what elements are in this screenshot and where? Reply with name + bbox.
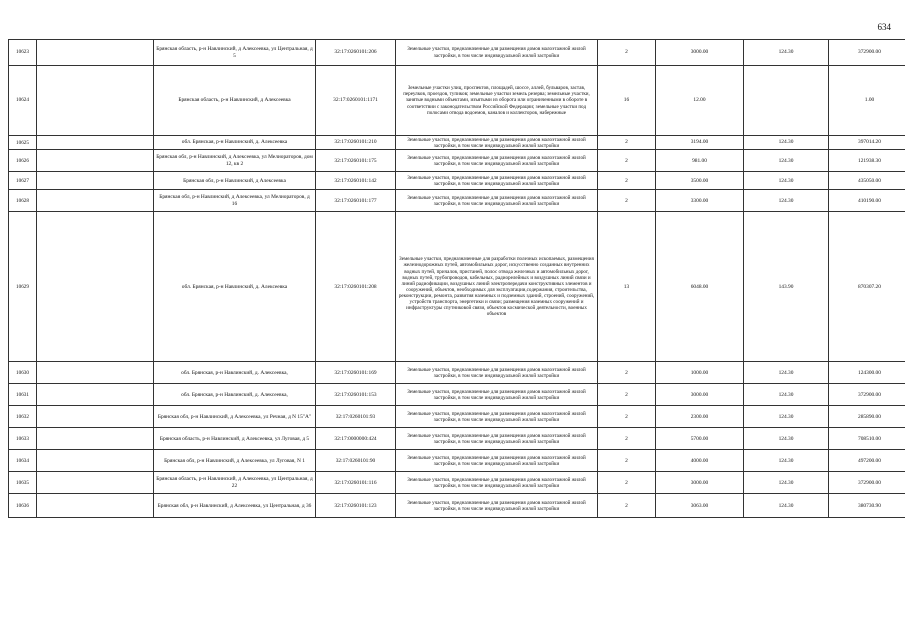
cadastral-number-cell: 32:17:0260101:93 (316, 406, 396, 428)
address-cell: Брянская область, р-н Навлинский, д Алексеевка (154, 66, 316, 136)
blank-cell (37, 384, 154, 406)
area-cell: 6048.00 (656, 212, 744, 362)
blank-cell (37, 406, 154, 428)
address-cell: Брянская обл, р-н Навлинский, д Алексеевка, ул Речная, д N 15"А" (154, 406, 316, 428)
cadastral-value-cell: 380730.90 (829, 494, 905, 518)
registry-body (9, 40, 905, 518)
area-cell: 981.00 (656, 150, 744, 172)
cadastral-number-cell: 32:17:0260101:175 (316, 150, 396, 172)
address-cell: Брянская обл, р-н Навлинский, д Алексеевка, ул Луговая, N 1 (154, 450, 316, 472)
address-cell: Брянская область, р-н Навлинский, д Алексеевка, ул Центральная, д 5 (154, 40, 316, 66)
rate-cell: 124.30 (744, 172, 829, 190)
table-row (9, 362, 905, 384)
address-cell: обл. Брянская, р-н Навлинский, д. Алексеевка (154, 212, 316, 362)
cadastral-value-cell: 1.00 (829, 66, 905, 136)
row-number-cell: 10629 (9, 212, 37, 362)
rate-cell: 124.30 (744, 362, 829, 384)
land-purpose-cell: Земельные участки, предназначенные для разработки полезных ископаемых, размещения железнодорожных путей, автомобильных дорог, искусственно созданных внутренних водных путей, причалов, пристаней, полос отвода железных и автомобильных дорог, водных путей, трубопроводов, кабельных, радиорелейных и воздушных линий связи и линий радиофикации, воздушных линий электропередачи конструктивных элементов и сооружений, объектов, необходимых для эксплуатации,содержания, строительства, реконструкции, ремонта, развития наземных и подземных зданий, строений, сооружений, устройств транспорта, энергетики и связи; размещения наземных сооружений и инфраструктуры спутниковой связи, объектов космической деятельности, военных объектов (396, 212, 598, 362)
group-cell: 13 (598, 212, 656, 362)
table-row (9, 190, 905, 212)
rate-cell: 124.30 (744, 40, 829, 66)
land-purpose-cell: Земельные участки, предназначенные для размещения домов малоэтажной жилой застройки, в том числе индивидуальной жилой застройки (396, 190, 598, 212)
table-row (9, 450, 905, 472)
rate-cell: 124.30 (744, 406, 829, 428)
table-row (9, 384, 905, 406)
row-number-cell: 10627 (9, 172, 37, 190)
cadastral-registry-table (8, 39, 905, 518)
cadastral-value-cell: 397014.20 (829, 136, 905, 150)
table-row (9, 150, 905, 172)
area-cell: 3194.00 (656, 136, 744, 150)
row-number-cell: 10633 (9, 428, 37, 450)
address-cell: обл. Брянская, р-н Навлинский, д. Алексеевка, (154, 384, 316, 406)
blank-cell (37, 172, 154, 190)
area-cell: 3300.00 (656, 190, 744, 212)
row-number-cell: 10628 (9, 190, 37, 212)
area-cell: 1000.00 (656, 362, 744, 384)
area-cell: 3000.00 (656, 40, 744, 66)
land-purpose-cell: Земельные участки, предназначенные для размещения домов малоэтажной жилой застройки, в том числе индивидуальной жилой застройки (396, 450, 598, 472)
group-cell: 2 (598, 150, 656, 172)
row-number-cell: 10636 (9, 494, 37, 518)
cadastral-number-cell: 32:17:0260101:210 (316, 136, 396, 150)
rate-cell: 143.90 (744, 212, 829, 362)
cadastral-number-cell: 32:17:0260101:208 (316, 212, 396, 362)
row-number-cell: 10626 (9, 150, 37, 172)
group-cell: 2 (598, 172, 656, 190)
land-purpose-cell: Земельные участки, предназначенные для размещения домов малоэтажной жилой застройки, в том числе индивидуальной жилой застройки (396, 428, 598, 450)
table-row (9, 66, 905, 136)
cadastral-value-cell: 870307.20 (829, 212, 905, 362)
area-cell: 2300.00 (656, 406, 744, 428)
table-row (9, 40, 905, 66)
area-cell: 12.00 (656, 66, 744, 136)
group-cell: 2 (598, 362, 656, 384)
table-row (9, 136, 905, 150)
cadastral-number-cell: 32:17:0260101:206 (316, 40, 396, 66)
cadastral-number-cell: 32:17:0260101:1171 (316, 66, 396, 136)
rate-cell (744, 66, 829, 136)
land-purpose-cell: Земельные участки, предназначенные для размещения домов малоэтажной жилой застройки, в том числе индивидуальной жилой застройки (396, 384, 598, 406)
land-purpose-cell: Земельные участки, предназначенные для размещения домов малоэтажной жилой застройки, в том числе индивидуальной жилой застройки (396, 406, 598, 428)
address-cell: Брянская обл, р-н Навлинский, д Алексеевка, ул Мелиораторов, дом 12, кв 2 (154, 150, 316, 172)
land-purpose-cell: Земельные участки, предназначенные для размещения домов малоэтажной жилой застройки, в том числе индивидуальной жилой застройки (396, 150, 598, 172)
rate-cell: 124.30 (744, 136, 829, 150)
blank-cell (37, 472, 154, 494)
area-cell: 4000.00 (656, 450, 744, 472)
blank-cell (37, 212, 154, 362)
group-cell: 2 (598, 428, 656, 450)
row-number-cell: 10623 (9, 40, 37, 66)
cadastral-value-cell: 285890.00 (829, 406, 905, 428)
row-number-cell: 10632 (9, 406, 37, 428)
blank-cell (37, 190, 154, 212)
land-purpose-cell: Земельные участки, предназначенные для размещения домов малоэтажной жилой застройки, в том числе индивидуальной жилой застройки (396, 172, 598, 190)
row-number-cell: 10624 (9, 66, 37, 136)
address-cell: обл. Брянская, р-н Навлинский, д. Алексеевка, (154, 362, 316, 384)
rate-cell: 124.30 (744, 190, 829, 212)
land-purpose-cell: Земельные участки, предназначенные для размещения домов малоэтажной жилой застройки, в том числе индивидуальной жилой застройки (396, 362, 598, 384)
group-cell: 2 (598, 136, 656, 150)
address-cell: Брянская область, р-н Навлинский, д Алексеевка, ул Луговая, д 5 (154, 428, 316, 450)
table-row (9, 172, 905, 190)
blank-cell (37, 150, 154, 172)
cadastral-value-cell: 372900.00 (829, 384, 905, 406)
group-cell: 2 (598, 494, 656, 518)
group-cell: 2 (598, 472, 656, 494)
cadastral-value-cell: 124300.00 (829, 362, 905, 384)
address-cell: Брянская обл, р-н Навлинский, д Алексеевка, ул Центральная, д 36 (154, 494, 316, 518)
area-cell: 3000.00 (656, 384, 744, 406)
cadastral-value-cell: 121938.30 (829, 150, 905, 172)
table-row (9, 406, 905, 428)
group-cell: 2 (598, 384, 656, 406)
rate-cell: 124.30 (744, 450, 829, 472)
group-cell: 2 (598, 406, 656, 428)
group-cell: 2 (598, 190, 656, 212)
rate-cell: 124.30 (744, 494, 829, 518)
row-number-cell: 10625 (9, 136, 37, 150)
cadastral-number-cell: 32:17:0260101:153 (316, 384, 396, 406)
row-number-cell: 10631 (9, 384, 37, 406)
blank-cell (37, 450, 154, 472)
cadastral-number-cell: 32:17:0260101:169 (316, 362, 396, 384)
area-cell: 3500.00 (656, 172, 744, 190)
cadastral-number-cell: 32:17:0260101:116 (316, 472, 396, 494)
group-cell: 16 (598, 66, 656, 136)
blank-cell (37, 362, 154, 384)
land-purpose-cell: Земельные участки, предназначенные для размещения домов малоэтажной жилой застройки, в том числе индивидуальной жилой застройки (396, 472, 598, 494)
cadastral-value-cell: 708510.00 (829, 428, 905, 450)
cadastral-number-cell: 32:17:0260101:123 (316, 494, 396, 518)
rate-cell: 124.30 (744, 428, 829, 450)
table-row (9, 494, 905, 518)
rate-cell: 124.30 (744, 384, 829, 406)
row-number-cell: 10635 (9, 472, 37, 494)
row-number-cell: 10634 (9, 450, 37, 472)
cadastral-value-cell: 410190.00 (829, 190, 905, 212)
cadastral-value-cell: 435050.00 (829, 172, 905, 190)
table-row (9, 472, 905, 494)
land-purpose-cell: Земельные участки улиц, проспектов, площадей, шоссе, аллей, бульваров, застав, переулков, проездов, тупиков; земельные участки земель резерва; земельные участки, занятые водными объектами, изъятыми из оборота или ограниченными в обороте в соответствии с законодательством Российской Федерации; земельные участки под полосами отвода водоемов, каналов и коллекторов, набережные (396, 66, 598, 136)
cadastral-value-cell: 372900.00 (829, 40, 905, 66)
cadastral-number-cell: 32:17:0260101:90 (316, 450, 396, 472)
blank-cell (37, 66, 154, 136)
address-cell: обл. Брянская, р-н Навлинский, д. Алексеевка (154, 136, 316, 150)
table-row (9, 428, 905, 450)
cadastral-value-cell: 497200.00 (829, 450, 905, 472)
address-cell: Брянская обл, р-н Навлинский, д Алексеевка, ул Мелиораторов, д 16 (154, 190, 316, 212)
land-purpose-cell: Земельные участки, предназначенные для размещения домов малоэтажной жилой застройки, в том числе индивидуальной жилой застройки (396, 494, 598, 518)
group-cell: 2 (598, 450, 656, 472)
group-cell: 2 (598, 40, 656, 66)
blank-cell (37, 136, 154, 150)
blank-cell (37, 428, 154, 450)
cadastral-number-cell: 32:17:0000000:424 (316, 428, 396, 450)
rate-cell: 124.30 (744, 472, 829, 494)
cadastral-number-cell: 32:17:0260101:177 (316, 190, 396, 212)
land-purpose-cell: Земельные участки, предназначенные для размещения домов малоэтажной жилой застройки, в том числе индивидуальной жилой застройки (396, 136, 598, 150)
table-row (9, 212, 905, 362)
area-cell: 3063.00 (656, 494, 744, 518)
address-cell: Брянская обл, р-н Навлинский, д Алексеевка (154, 172, 316, 190)
rate-cell: 124.30 (744, 150, 829, 172)
blank-cell (37, 40, 154, 66)
address-cell: Брянская область, р-н Навлинский, д Алексеевка, ул Центральная, д 22 (154, 472, 316, 494)
cadastral-value-cell: 372900.00 (829, 472, 905, 494)
page-number: 634 (877, 22, 891, 32)
land-purpose-cell: Земельные участки, предназначенные для размещения домов малоэтажной жилой застройки, в том числе индивидуальной жилой застройки (396, 40, 598, 66)
area-cell: 5700.00 (656, 428, 744, 450)
row-number-cell: 10630 (9, 362, 37, 384)
blank-cell (37, 494, 154, 518)
cadastral-number-cell: 32:17:0260101:142 (316, 172, 396, 190)
area-cell: 3000.00 (656, 472, 744, 494)
